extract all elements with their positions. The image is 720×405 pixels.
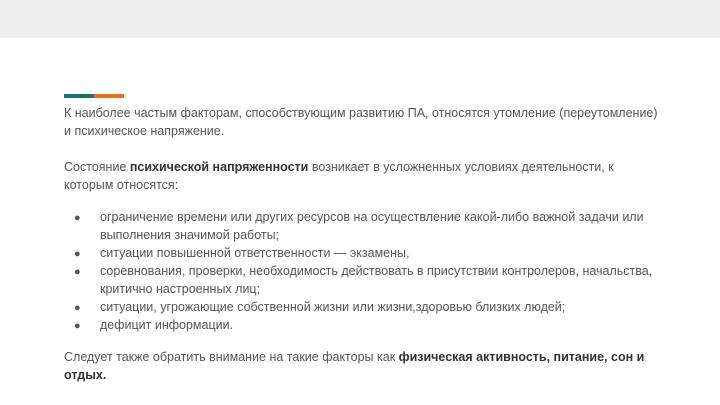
list-item [64, 262, 664, 298]
list-item-text: соревнования, проверки, необходимость действовать в присутствии контролеров, начальства, критично настроенных лиц; [100, 264, 653, 296]
bullet-icon: ● [74, 302, 81, 314]
factors-paragraph [64, 348, 664, 384]
accent-bar-orange [94, 94, 124, 98]
conditions-list [64, 208, 664, 334]
list-item-text: ситуации повышенной ответственности — экзамены, [100, 246, 410, 260]
tension-paragraph [64, 158, 664, 194]
top-band [0, 0, 720, 38]
bullet-icon: ● [74, 212, 81, 224]
tension-term: психической напряженности [129, 160, 309, 174]
list-item-text: ограничение времени или других ресурсов на осуществление какой-либо важной задачи или выполнения значимой работы; [100, 210, 644, 242]
list-item-text: дефицит информации. [100, 318, 234, 332]
bullet-icon: ● [74, 320, 81, 332]
intro-paragraph: К наиболее частым факторам, способствующим развитию ПА, относятся утомление (переутомление) и психическое напряжение. [64, 106, 658, 138]
list-item [64, 298, 664, 316]
list-item-text: ситуации, угрожающие собственной жизни или жизни,здоровью близких людей; [100, 300, 566, 314]
tension-paragraph-start: Состояние [64, 160, 130, 174]
factors-paragraph-start: Следует также обратить внимание на такие факторы как [64, 350, 399, 364]
slide-body [64, 104, 664, 384]
accent-bar-teal [64, 94, 94, 98]
accent-bar [64, 94, 124, 98]
list-item [64, 316, 664, 334]
bullet-icon: ● [74, 248, 81, 260]
bullet-icon: ● [74, 266, 81, 278]
tension-paragraph-end: возникает в усложненных условиях деятельности, к которым относятся: [64, 160, 614, 192]
list-item [64, 244, 664, 262]
factors-term: физическая активность, питание, сон и отдых. [64, 350, 645, 382]
list-item [64, 208, 664, 244]
